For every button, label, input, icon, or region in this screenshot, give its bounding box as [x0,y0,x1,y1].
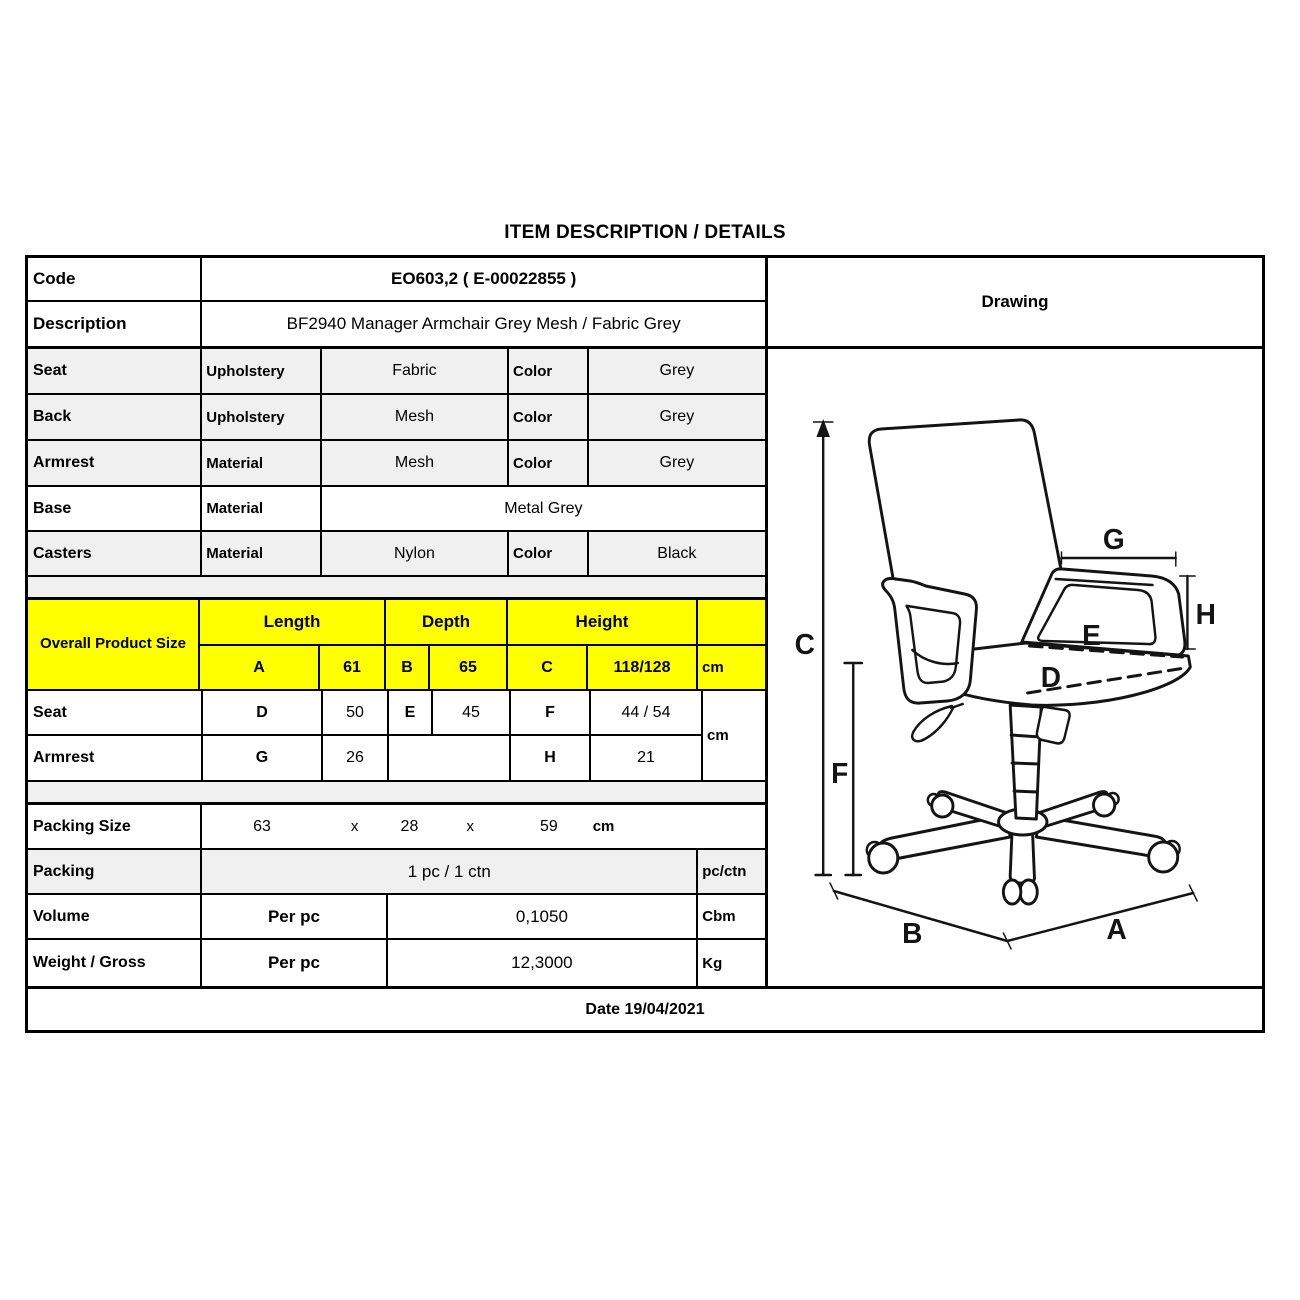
spec-attr: Upholstery [202,349,322,393]
cylinder-segment [1014,791,1037,792]
spec-sheet [25,255,1265,1033]
description-label: Description [28,302,202,346]
label-d: D [1040,661,1061,695]
dim-b-label: B [386,646,430,689]
spec-color-value: Black [657,544,697,562]
code-row [28,258,765,302]
packing-label: Packing [28,850,202,893]
dim-f-value: 44 / 54 [621,703,671,721]
caster-wheel [869,843,898,873]
dim-c-label: C [508,646,588,689]
volume-row [28,895,765,940]
spec-color-value: Grey [659,408,695,425]
spec-row-back [28,395,765,441]
packing-size-label: Packing Size [28,805,202,848]
volume-basis: Per pc [202,895,387,938]
spec-table [28,258,768,986]
label-a: A [1106,913,1127,947]
label-h: H [1195,598,1216,632]
label-b: B [902,917,923,951]
spec-attr: Material [202,441,322,485]
cylinder-segment [1012,763,1038,764]
dim-e-value: 45 [433,691,511,734]
spec-value: Nylon [322,532,509,575]
seat-dim-row [28,691,701,736]
spec-label: Seat [28,349,202,393]
dim-h-value: 21 [637,749,655,766]
dim-a-value: 61 [320,646,386,689]
packing-row [28,850,765,895]
spec-label: Armrest [28,441,202,485]
length-header: Length [200,600,386,644]
overall-size-grid [200,600,765,689]
dim-header-row [200,600,765,646]
packing-value: 1 pc / 1 ctn [202,850,698,893]
dim-b-value: 65 [430,646,508,689]
packing-size-x1: x [350,818,359,835]
overall-values-row [200,646,765,689]
spec-color-value: Grey [659,454,695,471]
spec-attr: Material [202,532,322,575]
overall-size-block [28,600,765,691]
spec-value: Mesh [322,441,509,485]
packing-unit: pc/ctn [702,863,747,880]
volume-unit: Cbm [702,908,736,925]
dim-header-unit-cell [698,600,765,644]
drawing-area [768,349,1262,986]
spec-attr: Material [202,487,322,530]
code-value: EO603,2 ( E-00022855 ) [391,269,577,288]
dim-g-value: 26 [323,736,389,780]
height-header: Height [508,600,698,644]
spec-attr: Upholstery [202,395,322,439]
weight-row [28,940,765,986]
spec-label: Base [28,487,202,530]
label-c: C [794,628,815,662]
spec-color-value: Grey [659,362,695,379]
dim-f-label: F [511,691,591,734]
spec-color-label: Color [509,441,589,485]
code-label: Code [28,258,202,300]
overall-unit: cm [698,646,765,689]
base-leg-front [1010,830,1034,883]
tilt-lever [912,706,953,741]
description-value: BF2940 Manager Armchair Grey Mesh / Fabric Grey [286,314,681,333]
label-g: G [1102,523,1125,557]
volume-value: 0,1050 [388,895,699,938]
caster-wheel [1149,842,1178,872]
spec-color-label: Color [509,532,589,575]
spec-row-armrest [28,441,765,487]
weight-basis: Per pc [202,940,387,986]
label-e: E [1082,619,1101,653]
depth-header: Depth [386,600,508,644]
description-row [28,302,765,349]
packing-size-row [28,805,765,850]
chair-technical-drawing [768,349,1262,986]
drawing-column [768,258,1262,986]
spec-color-label: Color [509,349,589,393]
dim-g-label: G [203,736,323,780]
seat-armrest-unit: cm [701,691,765,780]
spec-label: Casters [28,532,202,575]
packing-size-v3: 59 [539,817,558,835]
spacer-row [28,577,765,600]
caster-wheel [1093,794,1114,816]
label-f: F [831,757,849,791]
armrest-dim-row [28,736,701,780]
overall-size-label: Overall Product Size [28,600,200,689]
weight-label: Weight / Gross [28,940,202,986]
chair-shapes [867,420,1191,904]
dim-e-label: E [389,691,433,734]
caster-wheel-front [1020,880,1037,904]
spec-label: Back [28,395,202,439]
spec-value: Mesh [322,395,509,439]
spec-color-label: Color [509,395,589,439]
spec-value: Fabric [322,349,509,393]
seat-dim-label: Seat [28,691,203,734]
dim-d-label: D [203,691,323,734]
sheet-main [28,258,1262,989]
packing-size-v1: 63 [253,817,271,835]
spec-row-casters [28,532,765,577]
caster-wheel [932,795,953,817]
weight-unit: Kg [702,954,723,972]
page-title: ITEM DESCRIPTION / DETAILS [504,222,786,243]
packing-size-empty [698,805,765,848]
dim-c-value: 118/128 [588,646,698,689]
seat-armrest-grid [28,691,701,780]
volume-label: Volume [28,895,202,938]
dim-d-value: 50 [323,691,389,734]
caster-wheel-front [1003,880,1020,904]
dim-a-label: A [200,646,320,689]
date-row: Date 19/04/2021 [585,1000,705,1018]
adjust-paddle [1037,707,1070,744]
drawing-header: Drawing [768,258,1262,349]
weight-value: 12,3000 [388,940,699,986]
packing-size-unit: cm [592,818,615,835]
dim-h-label: H [511,736,591,780]
packing-size-v2: 28 [400,817,419,835]
seat-armrest-block [28,691,765,782]
spacer-row [28,782,765,805]
spec-row-seat [28,349,765,395]
spec-row-base [28,487,765,532]
spec-value: Metal Grey [504,499,583,517]
packing-size-x2: x [466,818,474,835]
dim-empty-cell [389,736,511,780]
armrest-dim-label: Armrest [28,736,203,780]
